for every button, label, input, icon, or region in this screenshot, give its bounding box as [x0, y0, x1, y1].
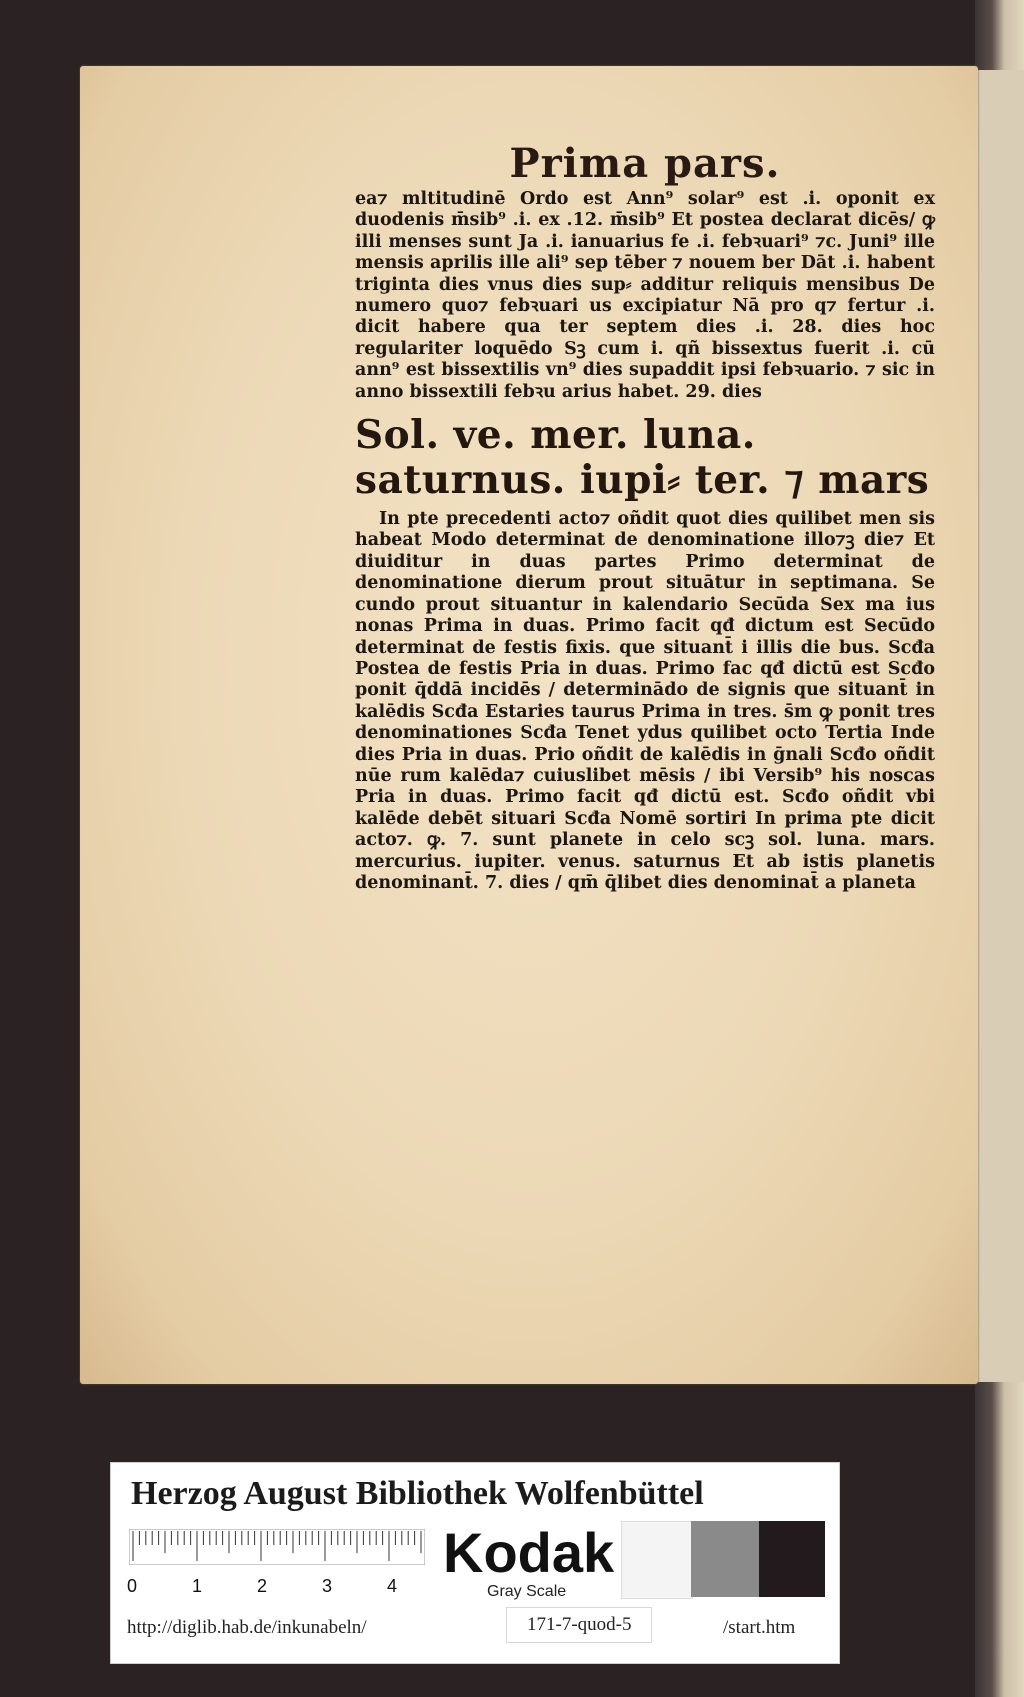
section-heading: Sol. ve. mer. luna. saturnus. iupi⸗ ter. ⁊ mars	[355, 412, 930, 504]
ruler	[129, 1529, 425, 1565]
ruler-number: 3	[322, 1576, 333, 1596]
paragraph-1: ea⁊ mltitudinē Ordo est Ann⁹ solar⁹ est .i. oponit ex duodenis m̄sib⁹ .i. ex .12. m̄sib⁹ Et postea declarat dicēs/ ꝙ illi menses sunt Ja .i. ianuarius fe .i. febꝛuari⁹ ⁊c. Juni⁹ ille mensis aprilis ille ali⁹ sep tēber ⁊ nouem ber Dāt .i. habent triginta dies vnus dies sup⸗ additur reliquis mensibus De numero quo⁊ febꝛuari us excipiatur Nā pro q⁊ fertur .i. dicit habere qua ter septem dies .i. 28. dies hoc regulariter loquēdo Sꝫ cum i. qñ bissextus fuerit .i. cū ann⁹ est bissextilis vn⁹ dies supaddit ipsi febꝛuario. ⁊ sic in anno bissextili febꝛu arius habet. 29. dies	[355, 189, 935, 402]
url-right: /start.htm	[723, 1617, 796, 1638]
gray-scale-label: Gray Scale	[487, 1583, 567, 1600]
url-identifier: 171-7-quod-5	[506, 1607, 652, 1643]
manuscript-page	[80, 66, 978, 1384]
kodak-logo: Kodak	[443, 1521, 615, 1584]
url-left: http://diglib.hab.de/inkunabeln/	[127, 1617, 367, 1638]
text-block	[355, 140, 935, 894]
gray-swatch-mid	[691, 1521, 759, 1597]
gray-swatch-black	[759, 1521, 825, 1597]
paragraph-2: In pte precedenti acto⁊ oñdit quot dies quilibet men sis habeat Modo determinat de denominatione illo⁊ꝫ die⁊ Et diuiditur in duas partes Primo determinat de denominatione dierum prout situātur in septimana. Se cundo prout situantur in kalendario Secūda Sex ma ius nonas Prima in duas. Primo facit qđ dictum est Secūdo determinat de festis fixis. que situant̄ i illis die bus. Scđa Postea de festis Pria in duas. Primo fac qđ dictū est Scđo ponit q̄ddā incidēs / determinādo de signis que situant̄ in kalēdis Scđa Estaries taurus Prima in tres. s̄m ꝙ ponit tres denominationes Scđa Tenet ydus quilibet octo Tertia Inde dies Pria in duas. Prio oñdit de kalēdis in ḡnali Scđo oñdit nūe rum kalēda⁊ cuiuslibet mēsis / ibi Versib⁹ his noscas Pria in duas. Primo facit qđ dictū est. Scđo oñdit vbi kalēde debēt situari Scđa Nomē sortiri In prima pte dicit acto⁊. ꝙ. 7. sunt planete in celo scꝫ sol. luna. mars. mercurius. iupiter. venus. saturnus Et ab istis planetis denominant̄. 7. dies / qm̄ q̄libet dies denominat̄ a planeta	[355, 509, 935, 893]
next-page-edge	[978, 70, 1024, 1382]
ruler-number: 2	[257, 1576, 268, 1596]
ruler-number: 4	[387, 1576, 398, 1596]
library-target-card	[110, 1462, 840, 1664]
page-title: Prima pars.	[509, 140, 781, 187]
library-name: Herzog August Bibliothek Wolfenbüttel	[131, 1475, 704, 1512]
ruler-frame	[129, 1529, 425, 1565]
gray-swatch-white	[621, 1521, 693, 1599]
ruler-numbers	[127, 1576, 417, 1598]
ruler-number: 0	[127, 1576, 138, 1596]
ruler-number: 1	[192, 1576, 203, 1596]
